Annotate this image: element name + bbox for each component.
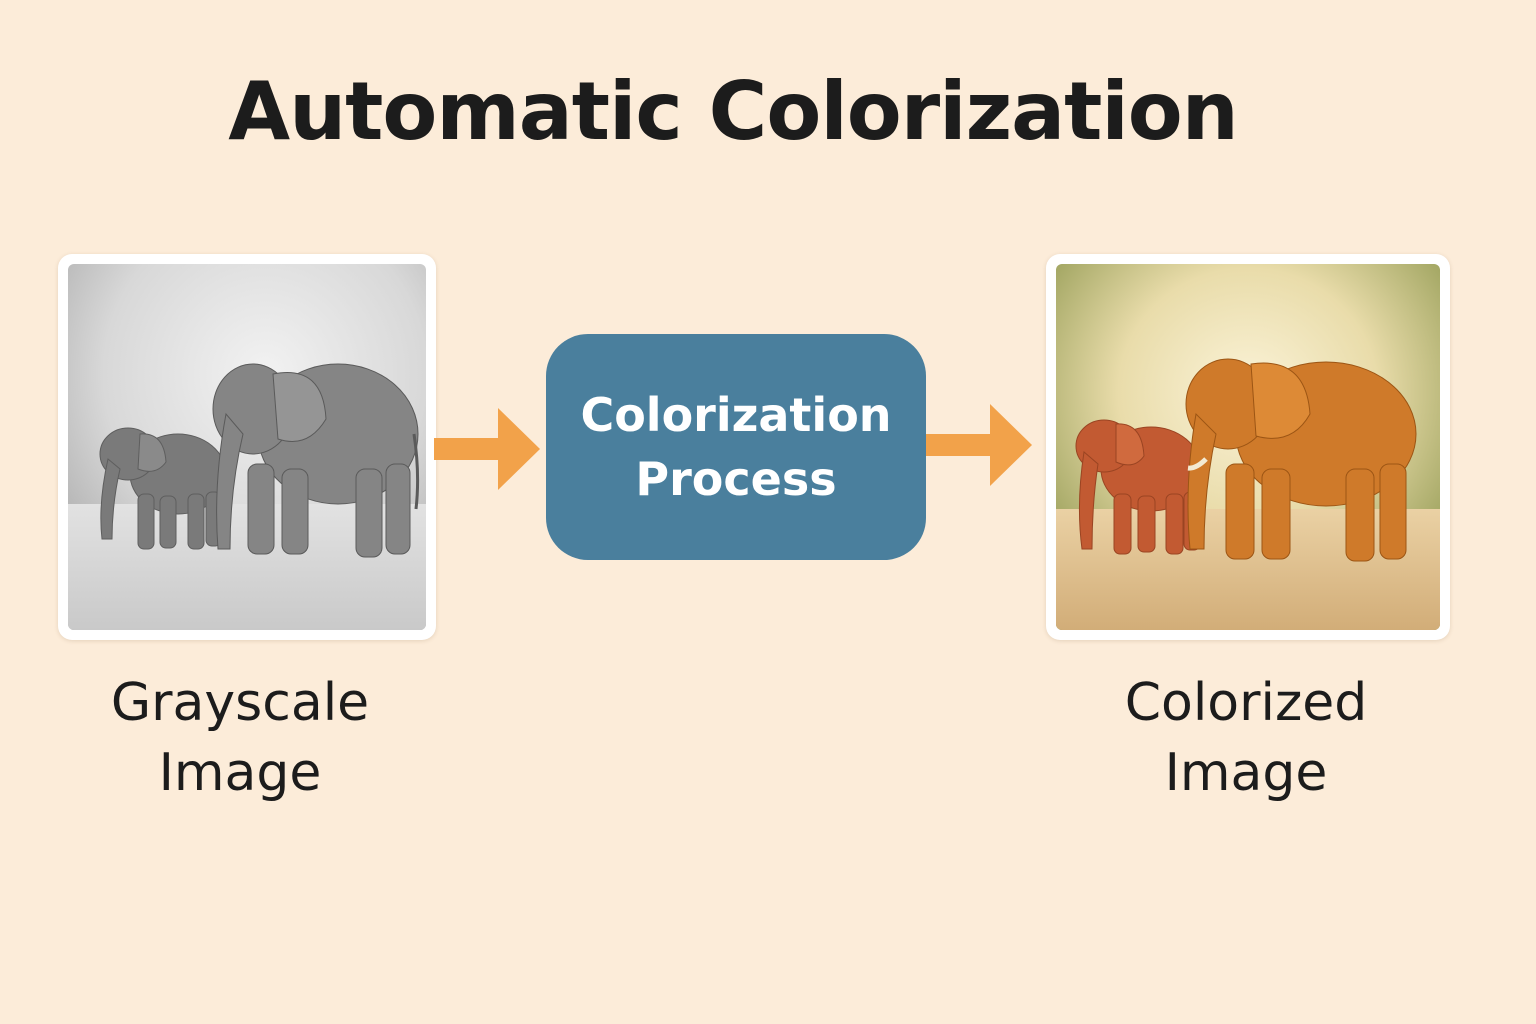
process-label-line2: Process <box>635 452 837 506</box>
arrow-right-icon <box>926 404 1034 486</box>
colorized-caption-line1: Colorized <box>1124 673 1368 733</box>
grayscale-elephant-image <box>68 264 426 630</box>
grayscale-image-frame <box>58 254 436 640</box>
colorization-process-box <box>546 334 926 560</box>
colorized-image-frame <box>1046 254 1450 640</box>
colorized-caption-line2: Image <box>1164 743 1328 803</box>
arrow-right-icon <box>434 408 542 490</box>
grayscale-caption-line1: Grayscale <box>110 673 370 733</box>
diagram-title: Automatic Colorization <box>228 65 1238 158</box>
colorized-image-caption <box>1066 668 1426 808</box>
grayscale-image-caption <box>60 668 420 808</box>
colorized-elephant-image <box>1056 264 1440 630</box>
process-label-line1: Colorization <box>580 388 892 442</box>
grayscale-caption-line2: Image <box>158 743 322 803</box>
